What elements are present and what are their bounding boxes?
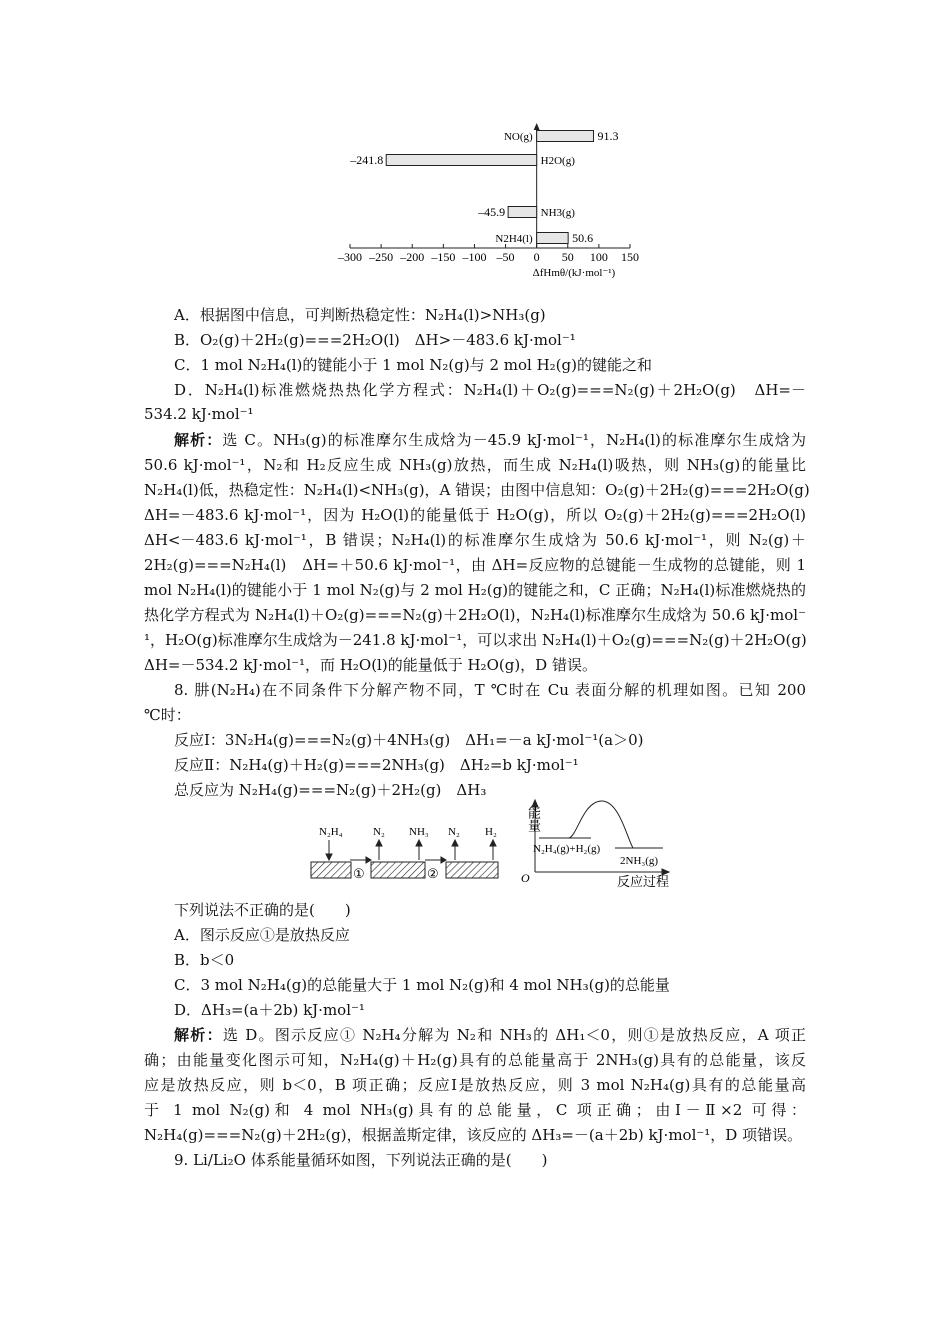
q7-analysis-line-10: ΔH=－534.2 kJ·mol⁻¹，而 H₂O(l)的能量低于 H₂O(g)，D 错误。 [144, 656, 597, 674]
value-label: –241.8 [350, 153, 384, 167]
x-tick-label: –250 [369, 250, 394, 264]
q8-analysis-line-3: 应是放热反应，则 b＜0，B 项正确；反应Ⅰ是放热反应，则 3 mol N₂H₄(g)具有的总能量高 [144, 1076, 806, 1094]
q8-reaction-total: 总反应为 N₂H₄(g)===N₂(g)＋2H₂(g) ΔH₃ [174, 781, 487, 799]
x-tick-label: 50 [561, 250, 574, 264]
x-tick-label: –200 [400, 250, 425, 264]
analysis-label-2: 解析： [174, 1026, 223, 1044]
q8-reaction-2: 反应Ⅱ：N₂H₄(g)＋H₂(g)===2NH₃(g) ΔH₂=b kJ·mol⁻¹ [174, 756, 579, 774]
q8-stem-cont: ℃时： [144, 706, 191, 724]
q7-analysis-line-9: ¹，H₂O(g)标准摩尔生成焓为－241.8 kJ·mol⁻¹，可以求出 N₂H₄(l)＋O₂(g)===N₂(g)＋2H₂O(g) [144, 631, 807, 649]
category-label: N2H4(l) [495, 233, 533, 245]
q9-stem: 9. Li/Li₂O 体系能量循环如图，下列说法正确的是( ) [174, 1151, 548, 1169]
x-axis-label: ΔfHmθ/(kJ·mol⁻¹) [532, 267, 616, 279]
bar-2 [508, 207, 537, 218]
q7-analysis-line-6: 2H₂(g)===N₂H₄(l) ΔH=＋50.6 kJ·mol⁻¹，由 ΔH=反应物的总键能－生成物的总键能，则 1 [144, 556, 806, 574]
x-tick-label: –300 [338, 250, 362, 264]
y-axis-arrow [534, 123, 540, 130]
q8-option-b: B．b＜0 [174, 951, 235, 969]
q7-option-d-cont: 534.2 kJ·mol⁻¹ [144, 405, 254, 423]
x-tick-label: 150 [621, 250, 639, 264]
x-tick-label: –100 [462, 250, 487, 264]
q8-option-a: A．图示反应①是放热反应 [174, 926, 350, 944]
q7-option-c: C．1 mol N₂H₄(l)的键能小于 1 mol N₂(g)与 2 mol H₂(g)的键能之和 [174, 356, 652, 374]
value-label: 50.6 [572, 231, 594, 245]
bar-1 [386, 155, 536, 166]
q8-analysis-line-4: 于 1 mol N₂(g)和 4 mol NH₃(g)具有的总能量，C 项正确；由Ⅰ－Ⅱ×2 可得： [144, 1101, 806, 1119]
energy-curve [569, 801, 633, 848]
origin-label: O [521, 871, 530, 885]
mechanism-diagram [305, 818, 505, 890]
step-1-label: ① [353, 866, 365, 881]
q8-stem: 8. 肼(N₂H₄)在不同条件下分解产物不同，T ℃时在 Cu 表面分解的机理如图。已知 200 [174, 681, 806, 699]
label-n2h4: N₂H₄ [319, 826, 343, 838]
q7-analysis-line-1 [174, 430, 806, 450]
bar-3 [537, 233, 568, 244]
energy-diagram [505, 798, 680, 890]
step-2-label: ② [427, 866, 439, 881]
q7-analysis-line-3: N₂H₄(l)低，热稳定性：N₂H₄(l)<NH₃(g)，A 错误；由图中信息知：O₂(g)＋2H₂(g)===2H₂O(g) [144, 481, 810, 499]
q8-analysis-line-2: 确；由能量变化图示可知，N₂H₄(g)＋H₂(g)具有的总能量高于 2NH₃(g)具有的总能量，该反 [144, 1051, 806, 1069]
q7-option-d: D．N₂H₄(l)标准燃烧热热化学方程式：N₂H₄(l)＋O₂(g)===N₂(g)＋2H₂O(g) ΔH=－ [174, 381, 806, 399]
energy-axis-label-text: 能量 [515, 806, 541, 821]
q7-analysis-text-1: 选 C。NH₃(g)的标准摩尔生成焓为－45.9 kJ·mol⁻¹，N₂H₄(l)的标准摩尔生成焓为 [222, 431, 806, 449]
category-label: H2O(g) [540, 155, 575, 167]
cu-surface-1 [311, 862, 351, 878]
q7-analysis-line-2: 50.6 kJ·mol⁻¹，N₂和 H₂反应生成 NH₃(g)放热，而生成 N₂H₄(l)吸热，则 NH₃(g)的能量比 [144, 456, 806, 474]
q7-analysis-line-8: 热化学方程式为 N₂H₄(l)＋O₂(g)===N₂(g)＋2H₂O(l)，N₂H₄(l)标准摩尔生成焓为 50.6 kJ·mol⁻ [144, 606, 806, 624]
x-tick-label: –50 [496, 250, 515, 264]
q8-analysis-line-5: N₂H₄(g)===N₂(g)＋2H₂(g)，根据盖斯定律，该反应的 ΔH₃=－(a＋2b) kJ·mol⁻¹，D 项错误。 [144, 1126, 803, 1144]
q7-analysis-line-4: ΔH=－483.6 kJ·mol⁻¹，因为 H₂O(l)的能量低于 H₂O(g)，所以 O₂(g)＋2H₂(g)===2H₂O(l) [144, 506, 806, 524]
value-label: –45.9 [478, 205, 506, 219]
q8-analysis-line-1 [174, 1025, 806, 1045]
product-label: 2NH₃(g) [620, 855, 659, 867]
analysis-label: 解析： [174, 431, 223, 449]
q8-option-d: D．ΔH₃=(a＋2b) kJ·mol⁻¹ [174, 1001, 365, 1019]
category-label: NH3(g) [540, 207, 575, 219]
label-n2-a: N₂ [373, 826, 385, 838]
q8-analysis-text-1: 选 D。图示反应① N₂H₄分解为 N₂和 NH₃的 ΔH₁＜0，则①是放热反应，A 项正 [222, 1026, 806, 1044]
q7-option-a: A．根据图中信息，可判断热稳定性：N₂H₄(l)>NH₃(g) [174, 306, 546, 324]
enthalpy-bar-chart [330, 118, 650, 288]
category-label: NO(g) [503, 131, 533, 143]
q8-option-c: C．3 mol N₂H₄(g)的总能量大于 1 mol N₂(g)和 4 mol NH₃(g)的总能量 [174, 976, 670, 994]
bar-0 [537, 131, 594, 142]
cu-surface-2 [371, 862, 425, 878]
x-tick-label: –150 [431, 250, 456, 264]
energy-axis-label [515, 805, 541, 832]
q7-analysis-line-5: ΔH<－483.6 kJ·mol⁻¹，B 错误；N₂H₄(l)的标准摩尔生成焓为 50.6 kJ·mol⁻¹，则 N₂(g)＋ [144, 531, 806, 549]
label-n2-b: N₂ [448, 826, 460, 838]
value-label: 91.3 [597, 129, 619, 143]
x-tick-label: 0 [533, 250, 540, 264]
cu-surface-3 [446, 862, 498, 878]
q8-question: 下列说法不正确的是( ) [174, 901, 351, 919]
reactant-label: N₂H₄(g)+H₂(g) [533, 843, 601, 855]
label-nh3: NH₃ [409, 826, 429, 838]
q7-option-b: B．O₂(g)＋2H₂(g)===2H₂O(l) ΔH>－483.6 kJ·mol⁻¹ [174, 331, 576, 349]
q7-analysis-line-7: mol N₂H₄(l)的键能小于 1 mol N₂(g)与 2 mol H₂(g)的键能之和，C 正确；N₂H₄(l)标准燃烧热的 [144, 581, 806, 599]
label-h2: H₂ [485, 826, 497, 838]
x-tick-label: 100 [589, 250, 608, 264]
q8-reaction-1: 反应Ⅰ：3N₂H₄(g)===N₂(g)＋4NH₃(g) ΔH₁=－a kJ·mol⁻¹(a＞0) [174, 731, 644, 749]
reaction-progress-label: 反应过程 [617, 874, 670, 889]
